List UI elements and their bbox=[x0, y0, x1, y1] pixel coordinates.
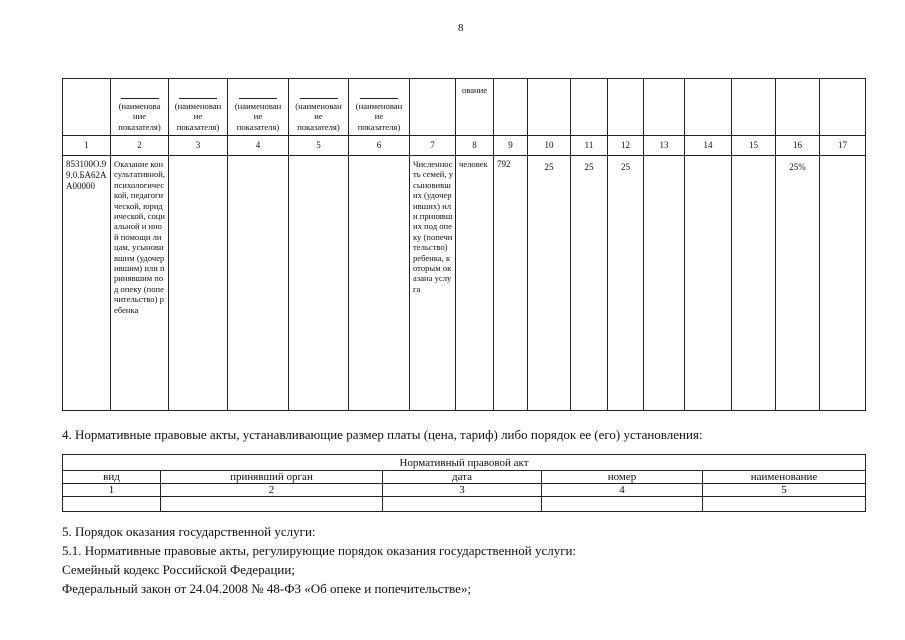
colnum: 4 bbox=[228, 136, 289, 156]
unit-name: человек bbox=[456, 156, 494, 411]
section5-heading: 5. Порядок оказания государственной услуги: bbox=[62, 524, 316, 539]
colnum: 16 bbox=[776, 136, 820, 156]
value-12: 25 bbox=[608, 156, 644, 411]
table-row bbox=[63, 156, 866, 411]
col-header: вид bbox=[63, 471, 161, 484]
header-cell-1 bbox=[63, 79, 111, 136]
legal-acts-table bbox=[62, 454, 866, 512]
col-number: 5 bbox=[703, 484, 866, 497]
col-number: 3 bbox=[383, 484, 542, 497]
colnum: 12 bbox=[608, 136, 644, 156]
header-cell-5: (наименован ие показателя) bbox=[289, 79, 349, 136]
colnum: 8 bbox=[456, 136, 494, 156]
colnum: 14 bbox=[685, 136, 732, 156]
registry-code: 853100О.99.0.БА62АА00000 bbox=[63, 156, 111, 411]
header-row bbox=[63, 79, 866, 136]
col-header: номер bbox=[542, 471, 703, 484]
indicator-name: Численность семей, усыновивших (удочеривших) или принявших под опеку (попечительство) ребенка, которым оказана услуга bbox=[410, 156, 456, 411]
legal-acts-header: Нормативный правовой акт bbox=[63, 455, 866, 471]
colnum: 7 bbox=[410, 136, 456, 156]
header-cell-2: (наименова ние показателя) bbox=[111, 79, 169, 136]
page-number: 8 bbox=[458, 22, 464, 34]
col-number: 4 bbox=[542, 484, 703, 497]
value-10: 25 bbox=[528, 156, 571, 411]
header-cell-3: (наименован ие показателя) bbox=[169, 79, 228, 136]
col-number: 1 bbox=[63, 484, 161, 497]
legal-act-family-code: Семейный кодекс Российской Федерации; bbox=[62, 562, 295, 577]
colnum: 9 bbox=[494, 136, 528, 156]
header-cell-4: (наименован ие показателя) bbox=[228, 79, 289, 136]
header-cell-8: ование bbox=[456, 79, 494, 136]
colnum: 2 bbox=[111, 136, 169, 156]
colnum: 6 bbox=[349, 136, 410, 156]
col-header: наименование bbox=[703, 471, 866, 484]
colnum: 10 bbox=[528, 136, 571, 156]
col-number: 2 bbox=[161, 484, 383, 497]
legal-act-federal-law: Федеральный закон от 24.04.2008 № 48-ФЗ «Об опеке и попечительстве»; bbox=[62, 581, 472, 596]
colnum: 3 bbox=[169, 136, 228, 156]
colnum: 11 bbox=[571, 136, 608, 156]
colnum: 13 bbox=[644, 136, 685, 156]
column-numbers-row bbox=[63, 136, 866, 156]
section5-1-heading: 5.1. Нормативные правовые акты, регулирующие порядок оказания государственной услуги: bbox=[62, 543, 577, 558]
header-cell-6: (наименован ие показателя) bbox=[349, 79, 410, 136]
colnum: 15 bbox=[732, 136, 776, 156]
indicators-table bbox=[62, 78, 866, 411]
value-16: 25% bbox=[776, 156, 820, 411]
value-11: 25 bbox=[571, 156, 608, 411]
colnum: 5 bbox=[289, 136, 349, 156]
col-header: дата bbox=[383, 471, 542, 484]
colnum: 1 bbox=[63, 136, 111, 156]
table-row bbox=[63, 497, 866, 512]
section4-title: 4. Нормативные правовые акты, устанавливающие размер платы (цена, тариф) либо порядок ее (его) установления: bbox=[62, 427, 703, 442]
colnum: 17 bbox=[820, 136, 866, 156]
okei-code: 792 bbox=[494, 156, 528, 411]
service-name: Оказание консультативной, психологической, педагогической, юридической, социальной и иной помощи лицам, усыновившим (удочерившим) или принявшим под опеку (попечительство) ребенка bbox=[111, 156, 169, 411]
col-header: принявший орган bbox=[161, 471, 383, 484]
header-cell-7 bbox=[410, 79, 456, 136]
